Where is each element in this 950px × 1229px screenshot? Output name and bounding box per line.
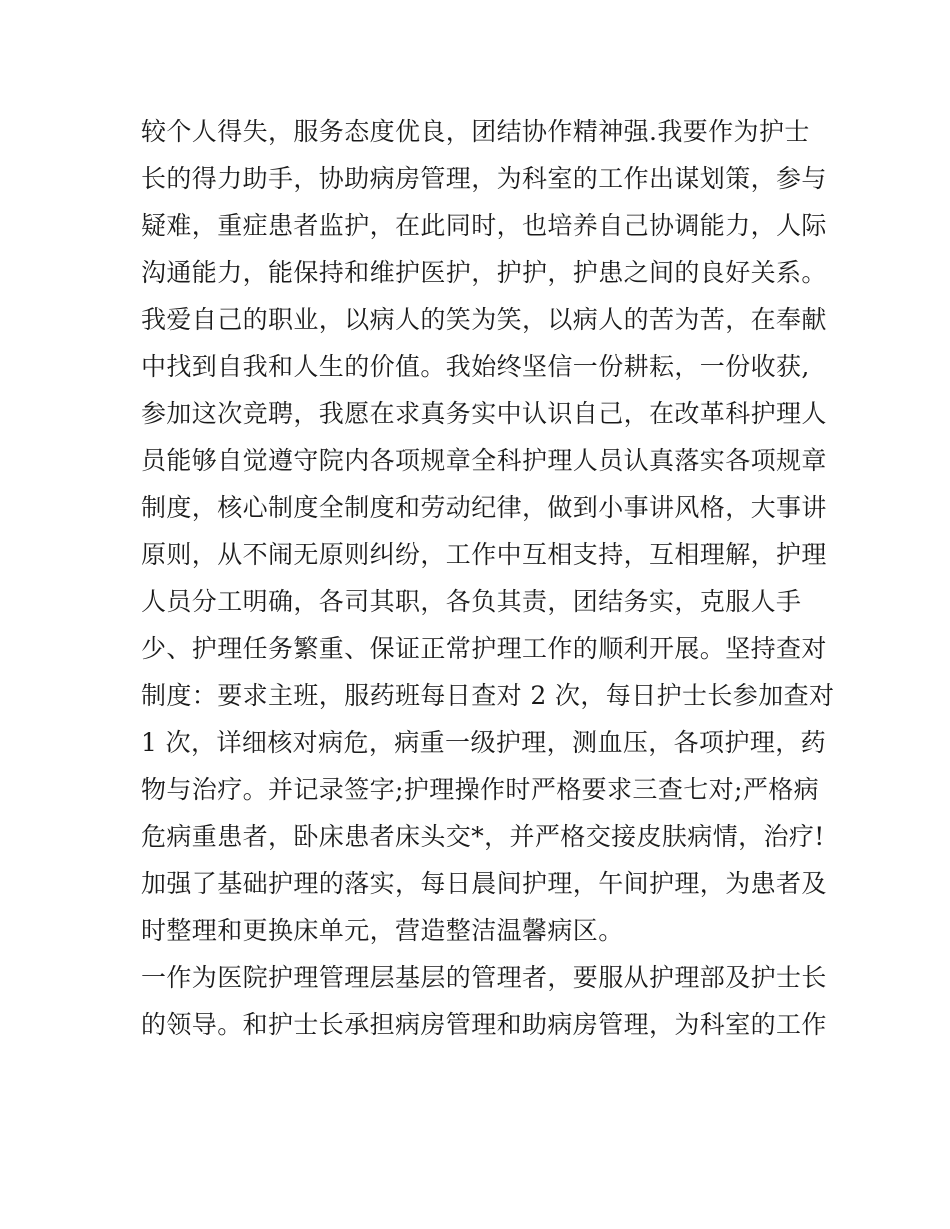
- text-line-5: 我爱自己的职业，以病人的笑为笑，以病人的苦为苦，在奉献: [141, 305, 827, 334]
- text-line-9: 制度，核心制度全制度和劳动纪律，做到小事讲风格，大事讲: [141, 493, 827, 522]
- text-line-8: 员能够自觉遵守院内各项规章全科护理人员认真落实各项规章: [141, 446, 827, 475]
- text-line-13: 制度：要求主班，服药班每日查对 2 次，每日护士长参加查对: [141, 681, 835, 710]
- text-line-12: 少、护理任务繁重、保证正常护理工作的顺利开展。坚持查对: [141, 634, 827, 663]
- text-line-16: 危病重患者，卧床患者床头交*，并严格交接皮肤病情，治疗!: [141, 822, 825, 851]
- text-line-18: 时整理和更换床单元，营造整洁温馨病区。: [141, 916, 624, 945]
- text-line-15: 物与治疗。并记录签字;护理操作时严格要求三查七对;严格病: [141, 775, 820, 804]
- text-line-4: 沟通能力，能保持和维护医护，护护，护患之间的良好关系。: [141, 258, 827, 287]
- text-line-14: 1 次，详细核对病危，病重一级护理，测血压，各项护理，药: [141, 728, 827, 757]
- text-line-1: 较个人得失，服务态度优良，团结协作精神强.我要作为护士: [141, 117, 810, 146]
- text-line-11: 人员分工明确，各司其职，各负其责，团结务实，克服人手: [141, 587, 802, 616]
- text-line-20: 的领导。和护士长承担病房管理和助病房管理，为科室的工作: [141, 1010, 827, 1039]
- text-line-10: 原则，从不闹无原则纠纷，工作中互相支持，互相理解，护理: [141, 540, 827, 569]
- body-text: [141, 108, 835, 1048]
- text-line-6: 中找到自我和人生的价值。我始终坚信一份耕耘，一份收获,: [141, 352, 810, 381]
- text-line-19: 一作为医院护理管理层基层的管理者，要服从护理部及护士长: [141, 963, 827, 992]
- text-line-7: 参加这次竞聘，我愿在求真务实中认识自己，在改革科护理人: [141, 399, 827, 428]
- text-line-3: 疑难，重症患者监护，在此同时，也培养自己协调能力，人际: [141, 211, 827, 240]
- text-line-2: 长的得力助手，协助病房管理，为科室的工作出谋划策，参与: [141, 164, 827, 193]
- text-line-17: 加强了基础护理的落实，每日晨间护理，午间护理，为患者及: [141, 869, 827, 898]
